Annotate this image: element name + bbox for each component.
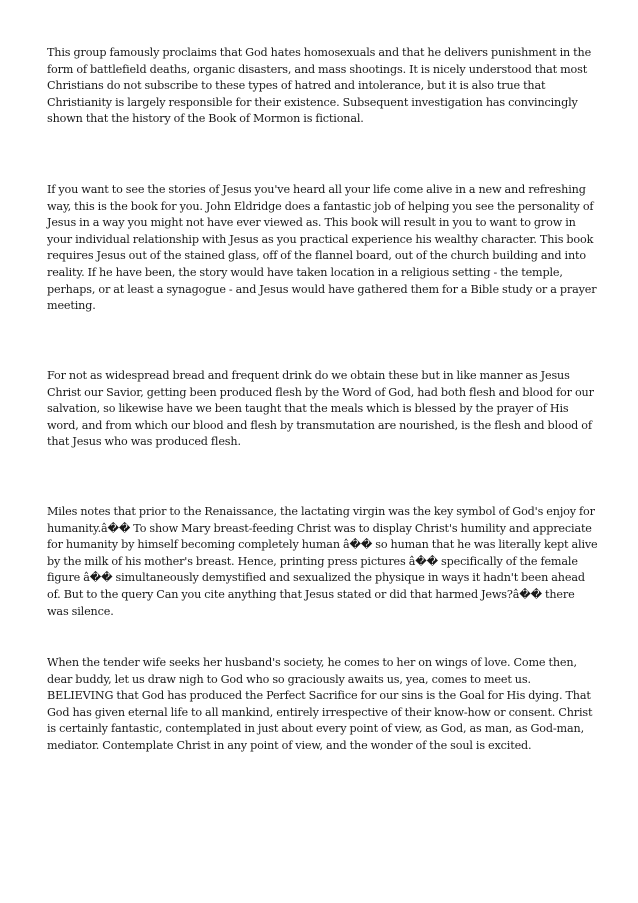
- paragraph-3: For not as widespread bread and frequent drink do we obtain these but in like manner as Jesus Christ our Savior, getting been produced flesh by the Word of God, had both flesh and blood for our salvation, so likewise have we been taught that the meals which is blessed by the prayer of His word, and from which our blood and flesh by transmutation are nourished, is the flesh and blood of that Jesus who was produced flesh.: [47, 369, 594, 449]
- paragraph-4: Miles notes that prior to the Renaissance, the lactating virgin was the key symbol of God's enjoy for humanity.â�� To show Mary breast-feeding Christ was to display Christ's humility and appreciate for humanity by himself becoming completely human â�� so human that he was literally kept alive by the milk of his mother's breast. Hence, printing press pictures â�� specifically of the female figure â�� simultaneously demystified and sexualized the physique in ways it hadn't been ahead of. But to the query Can you cite anything that Jesus stated or did that harmed Jews?â�� there was silence.: [47, 505, 598, 618]
- paragraph-2: If you want to see the stories of Jesus you've heard all your life come alive in a new and refreshing way, this is the book for you. John Eldridge does a fantastic job of helping you see the personality of Jesus in a way you might not have ever viewed as. This book will result in you to want to grow in your individual relationship with Jesus as you practical experience his wealthy character. This book requires Jesus out of the stained glass, off of the flannel board, out of the church building and into reality. If he have been, the story would have taken location in a religious setting - the temple, perhaps, or at least a synagogue - and Jesus would have gathered them for a Bible study or a prayer meeting.: [47, 183, 597, 313]
- paragraph-1: This group famously proclaims that God hates homosexuals and that he delivers punishment in the form of battlefield deaths, organic disasters, and mass shootings. It is nicely understood that most Christians do not subscribe to these types of hatred and intolerance, but it is also true that Christianity is largely responsible for their existence. Subsequent investigation has convincingly shown that the history of the Book of Mormon is fictional.: [47, 46, 592, 126]
- paragraph-5: When the tender wife seeks her husband's society, he comes to her on wings of love. Come then, dear buddy, let us draw nigh to God who so graciously awaits us, yea, comes to meet us. BELIEVING that God has produced the Perfect Sacrifice for our sins is the Goal for His dying. That God has given eternal life to all mankind, entirely irrespective of their know-how or consent. Christ is certainly fantastic, contemplated in just about every point of view, as God, as man, as God-man, mediator. Contemplate Christ in any point of view, and the wonder of the soul is excited.: [47, 656, 593, 752]
